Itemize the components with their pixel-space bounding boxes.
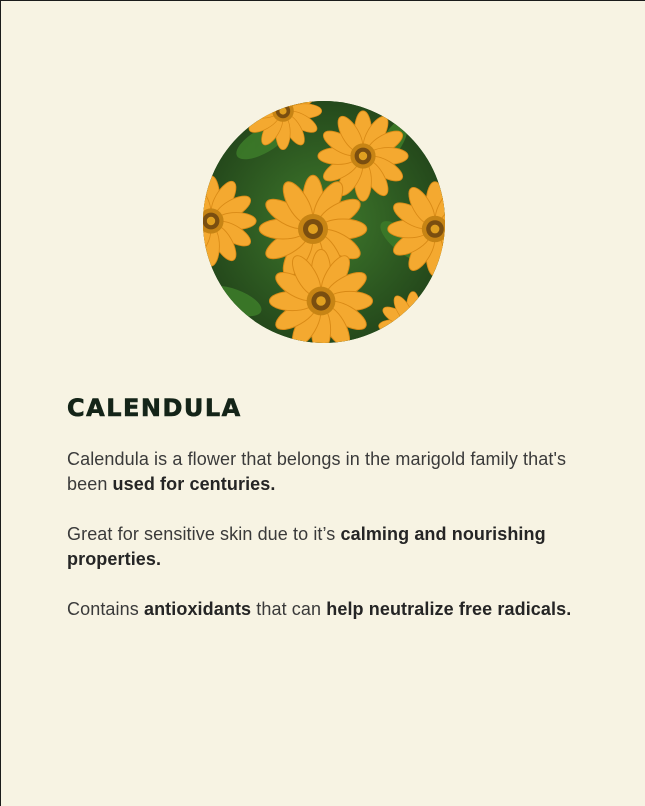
p3-text-2: that can bbox=[251, 599, 327, 619]
description-paragraph-1 bbox=[67, 447, 587, 497]
p2-bold-1: calming and nourishing properties. bbox=[67, 524, 546, 569]
p3-text-1: Contains bbox=[67, 599, 144, 619]
p3-bold-1: antioxidants bbox=[143, 599, 252, 619]
description-paragraph-2 bbox=[67, 522, 587, 572]
flower-illustration bbox=[203, 101, 445, 343]
description-paragraph-3 bbox=[67, 597, 587, 622]
calendula-photo bbox=[203, 101, 445, 343]
p2-text-1: Great for sensitive skin due to it’s bbox=[67, 524, 341, 544]
page-title: CALENDULA bbox=[67, 394, 242, 422]
p1-bold-1: used for centuries. bbox=[112, 474, 276, 494]
p3-bold-2: help neutralize free radicals. bbox=[326, 599, 572, 619]
p1-text-1: Calendula is a flower that belongs in the marigold family that's been bbox=[67, 449, 567, 494]
